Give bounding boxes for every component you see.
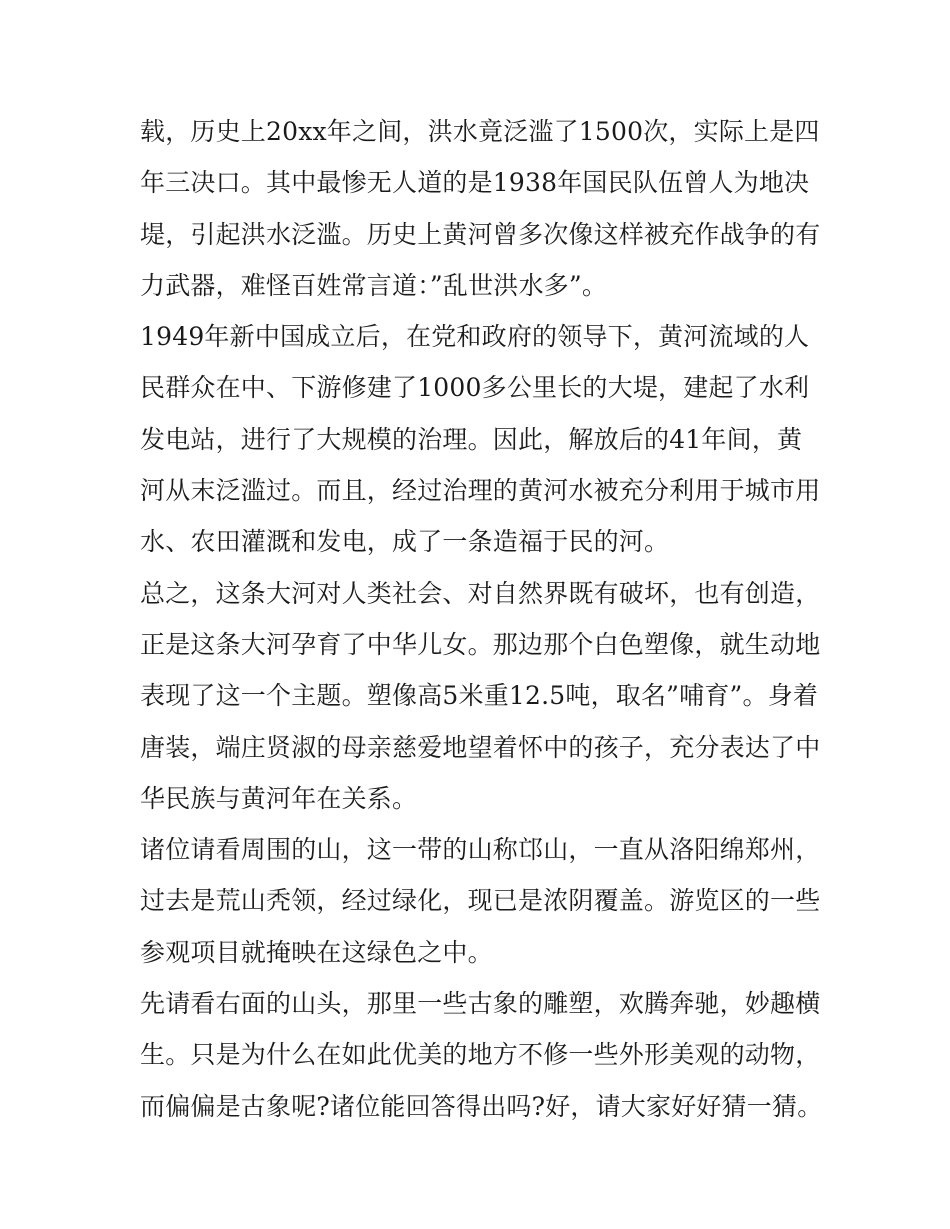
text-line: 总之，这条大河对人类社会、对自然界既有破坏，也有创造， xyxy=(140,578,821,608)
text-line: 先请看右面的山头，那里一些古象的雕塑，欢腾奔驰，妙趣横 xyxy=(140,989,821,1019)
text-line: 唐装，端庄贤淑的母亲慈爱地望着怀中的孩子，充分表达了中 xyxy=(140,732,821,762)
text-line: 年三决口。其中最惨无人道的是1938年国民队伍曾人为地决 xyxy=(140,168,810,198)
text-line: 华民族与黄河年在关系。 xyxy=(140,783,418,813)
text-line: 而偏偏是古象呢?诸位能回答得出吗?好，请大家好好猜一猜。 xyxy=(140,1091,823,1121)
text-line: 堤，引起洪水泛滥。历史上黄河曾多次像这样被充作战争的有 xyxy=(140,219,821,249)
body-text xyxy=(140,106,823,1132)
text-line: 民群众在中、下游修建了1000多公里长的大堤，建起了水利 xyxy=(140,373,810,403)
text-line: 力武器，难怪百姓常言道：”乱世洪水多”。 xyxy=(140,270,608,300)
text-line: 河从末泛滥过。而且，经过治理的黄河水被充分利用于城市用 xyxy=(140,476,821,506)
text-line: 1949年新中国成立后，在党和政府的领导下，黄河流域的人 xyxy=(140,322,810,352)
text-line: 参观项目就掩映在这绿色之中。 xyxy=(140,937,493,967)
text-line: 水、农田灌溉和发电，成了一条造福于民的河。 xyxy=(140,527,670,557)
text-line: 生。只是为什么在如此优美的地方不修一些外形美观的动物， xyxy=(140,1040,821,1070)
text-line: 发电站，进行了大规模的治理。因此，解放后的41年间，黄 xyxy=(140,424,803,454)
text-line: 正是这条大河孕育了中华儿女。那边那个白色塑像，就生动地 xyxy=(140,629,821,659)
text-line: 诸位请看周围的山，这一带的山称邙山，一直从洛阳绵郑州， xyxy=(140,835,821,865)
text-line: 过去是荒山秃领，经过绿化，现已是浓阴覆盖。游览区的一些 xyxy=(140,886,821,916)
text-line: 表现了这一个主题。塑像高5米重12.5吨，取名”哺育”。身着 xyxy=(140,681,819,711)
text-line: 载，历史上20xx年之间，洪水竟泛滥了1500次，实际上是四 xyxy=(140,117,820,146)
